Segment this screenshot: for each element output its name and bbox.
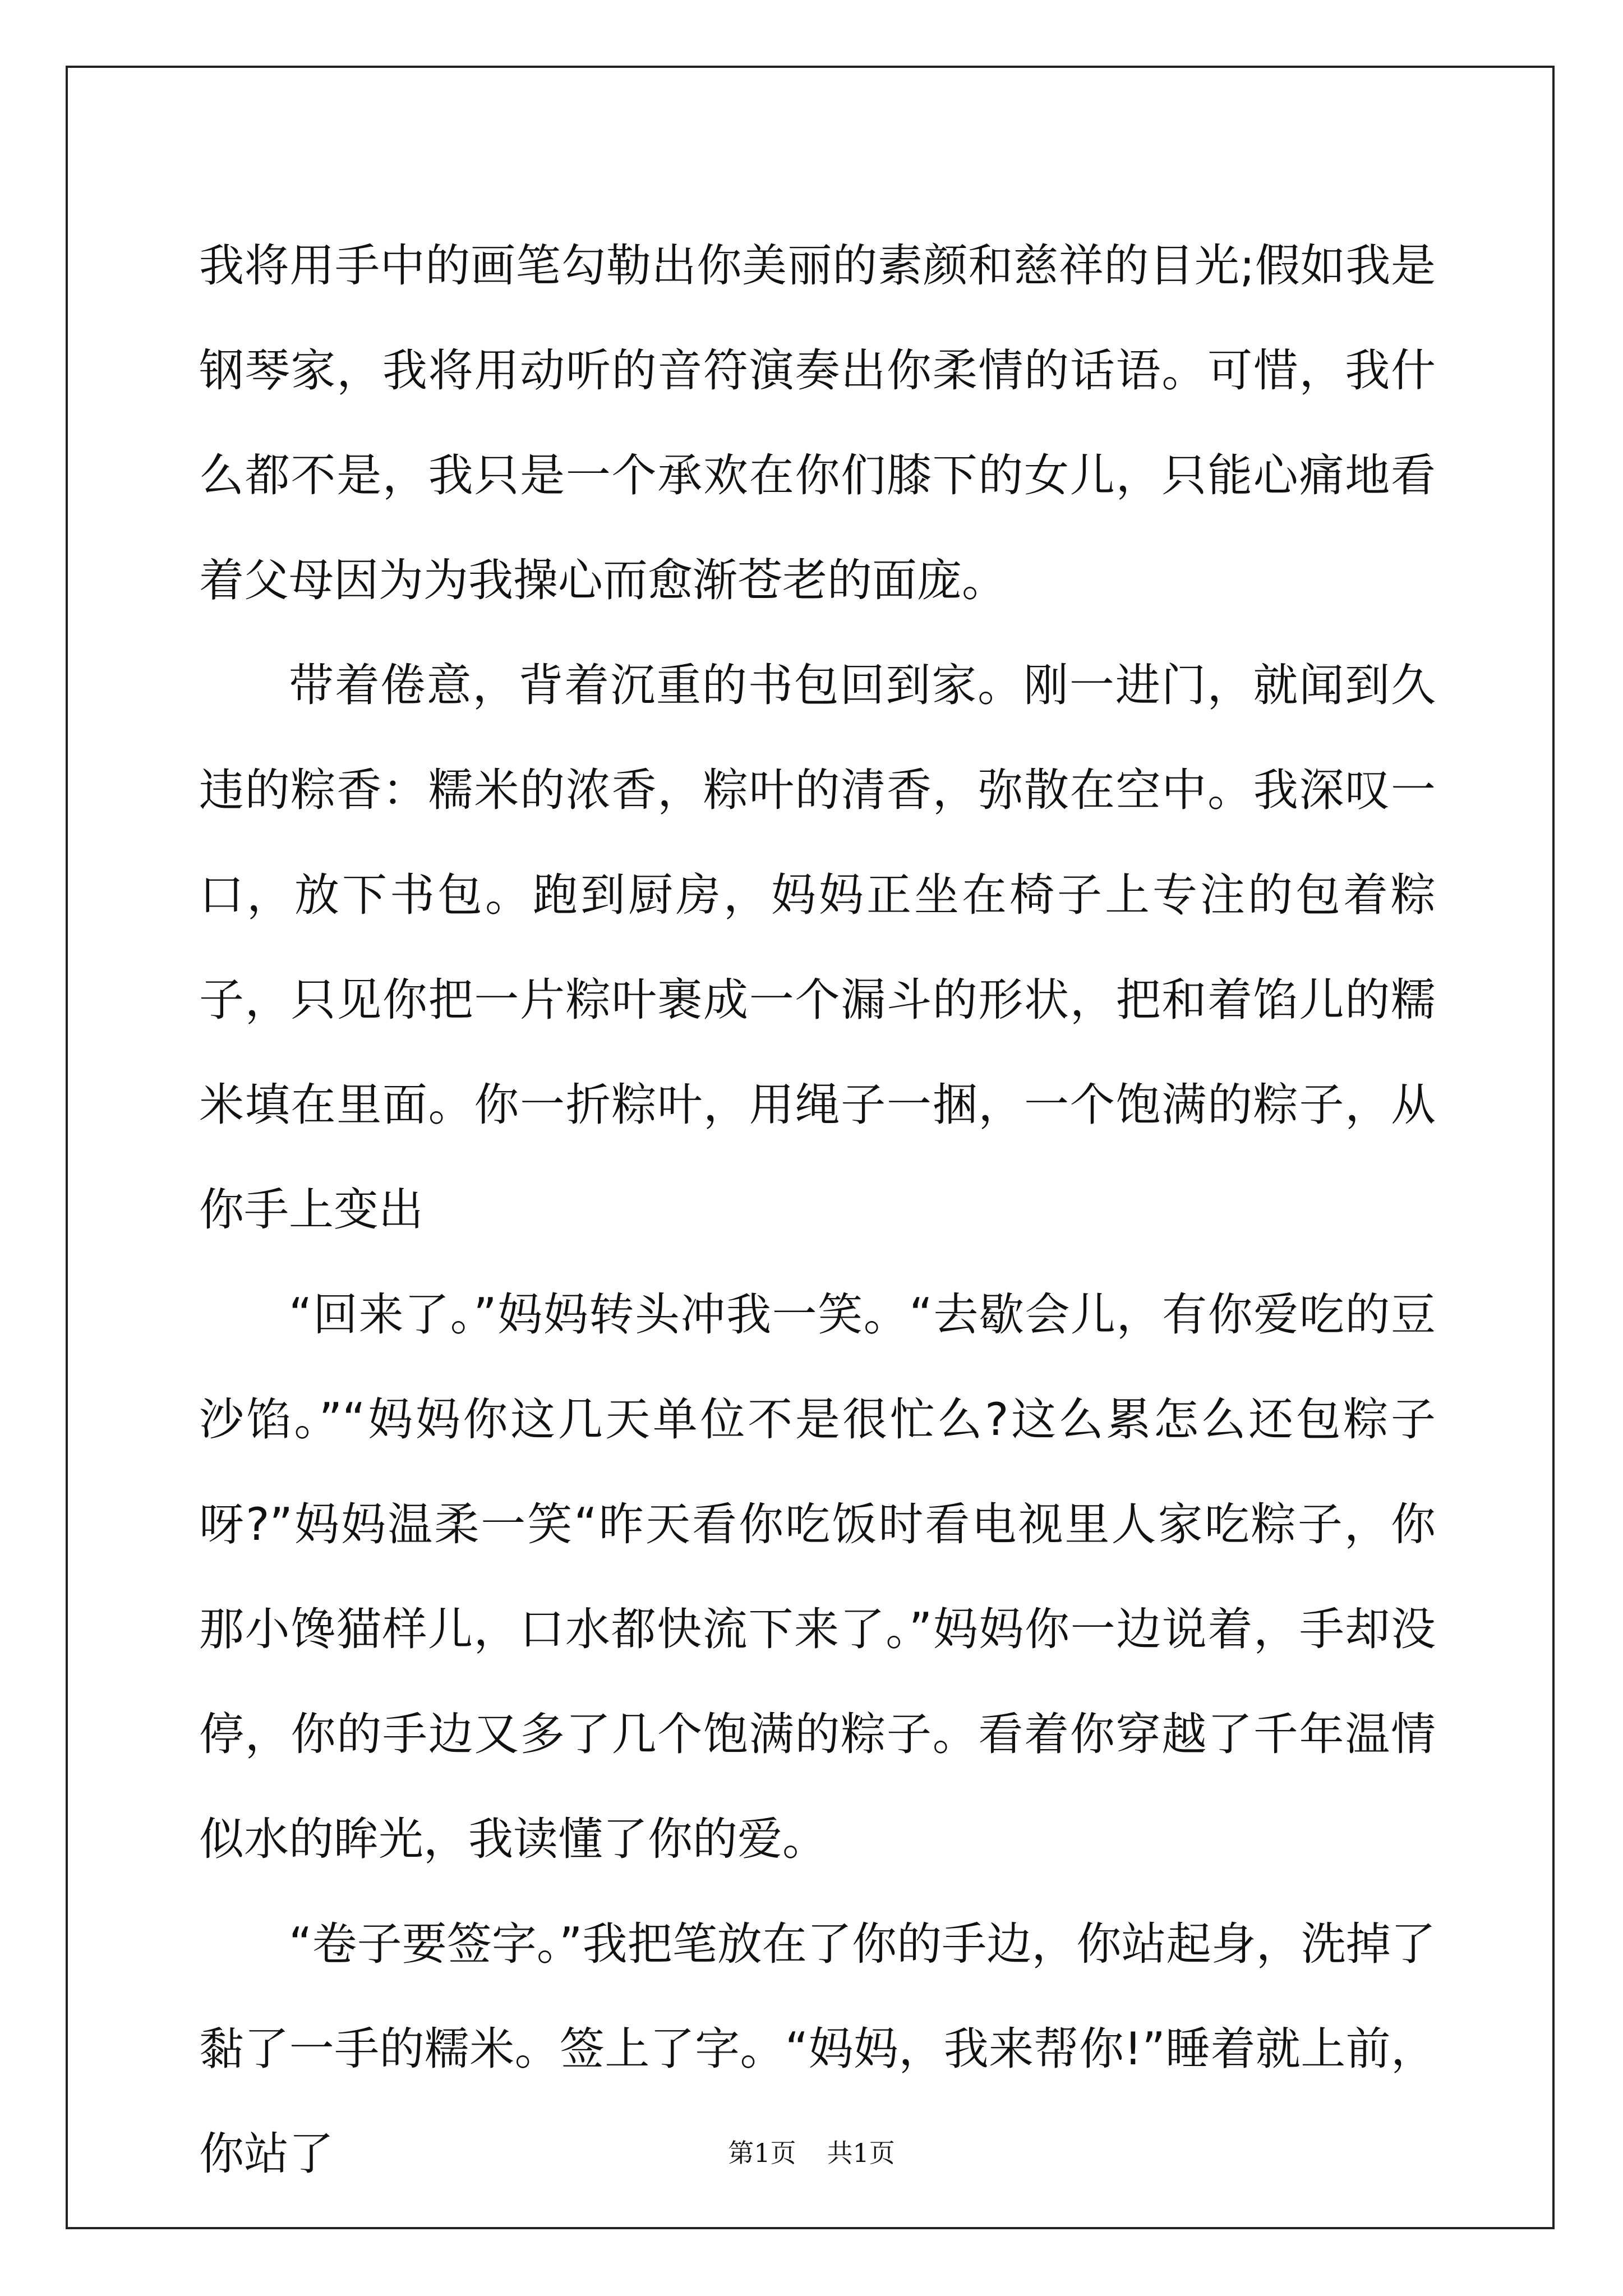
page-number: 第1页	[728, 2138, 796, 2168]
page-footer	[0, 2136, 1623, 2170]
paragraph-3: “回来了。”妈妈转头冲我一笑。“去歇会儿，有你爱吃的豆沙馅。”“妈妈你这几天单位不是很忙么?这么累怎么还包粽子呀?”妈妈温柔一笑“昨天看你吃饭时看电视里人家吃粽子，你那小馋猫样儿，口水都快流下来了。”妈妈你一边说着，手却没停，你的手边又多了几个饱满的粽子。看着你穿越了千年温情似水的眸光，我读懂了你的爱。	[199, 1289, 1436, 1865]
document-body	[199, 213, 1436, 2206]
paragraph-1: 我将用手中的画笔勾勒出你美丽的素颜和慈祥的目光;假如我是钢琴家，我将用动听的音符演奏出你柔情的话语。可惜，我什么都不是，我只是一个承欢在你们膝下的女儿，只能心痛地看着父母因为为我操心而愈渐苍老的面庞。	[199, 240, 1436, 606]
paragraph-2: 带着倦意，背着沉重的书包回到家。刚一进门，就闻到久违的粽香：糯米的浓香，粽叶的清香，弥散在空中。我深叹一口，放下书包。跑到厨房，妈妈正坐在椅子上专注的包着粽子，只见你把一片粽叶裹成一个漏斗的形状，把和着馅儿的糯米填在里面。你一折粽叶，用绳子一捆，一个饱满的粽子，从你手上变出	[199, 659, 1436, 1236]
paragraph-4: “卷子要签字。”我把笔放在了你的手边，你站起身，洗掉了黏了一手的糯米。签上了字。“妈妈，我来帮你!”睡着就上前，你站了	[199, 1918, 1436, 2180]
page-total: 共1页	[827, 2138, 895, 2168]
